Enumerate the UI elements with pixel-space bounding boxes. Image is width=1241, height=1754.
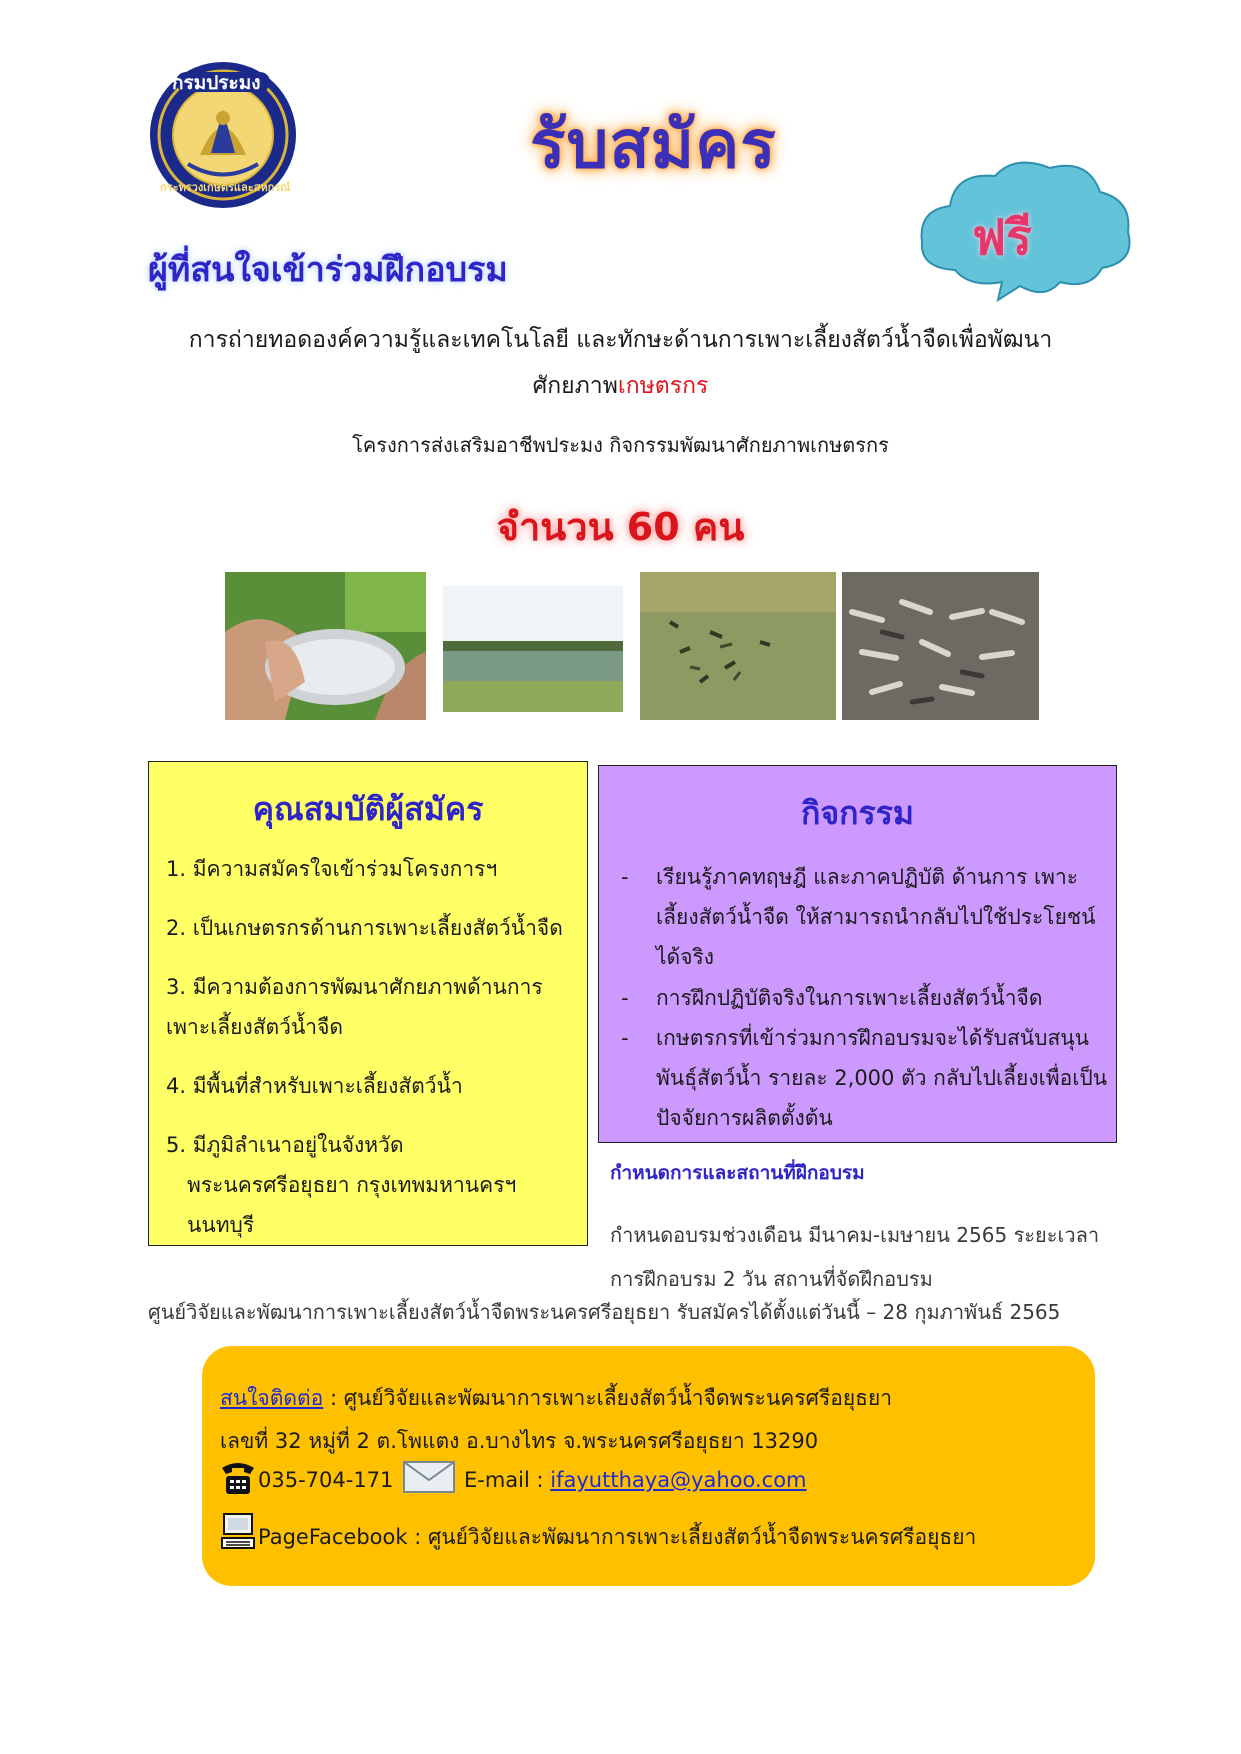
description-prefix: ศักยภาพ xyxy=(532,373,618,399)
qualification-item: 3. มีความต้องการพัฒนาศักยภาพด้านการ xyxy=(166,975,543,999)
email-label: E-mail : xyxy=(464,1468,551,1492)
activity-bullet: - xyxy=(621,865,629,889)
schedule-title: กำหนดการและสถานที่ฝึกอบรม xyxy=(610,1162,865,1184)
qualifications-box xyxy=(148,761,588,1246)
qualification-item: นนทบุรี xyxy=(187,1213,255,1237)
photo-fingerlings xyxy=(640,572,836,720)
contact-label-link[interactable]: สนใจติดต่อ xyxy=(220,1386,324,1410)
contact-box xyxy=(202,1346,1095,1586)
photo-catfish xyxy=(842,572,1039,720)
description-line2 xyxy=(148,368,1093,404)
participant-count: จำนวน 60 คน xyxy=(496,505,745,549)
photo-fish-in-hands xyxy=(225,572,426,720)
activity-item xyxy=(621,978,1111,1018)
description-line1: การถ่ายทอดองค์ความรู้และเทคโนโลยี และทักษะด้านการเพาะเลี้ยงสัตว์น้ำจืดเพื่อพัฒนา xyxy=(188,327,1053,353)
schedule-body xyxy=(610,1213,1110,1301)
contact-facebook[interactable]: PageFacebook : ศูนย์วิจัยและพัฒนาการเพาะเลี้ยงสัตว์น้ำจืดพระนครศรีอยุธยา xyxy=(258,1525,977,1549)
qualification-item: เพาะเลี้ยงสัตว์น้ำจืด xyxy=(166,1015,344,1039)
photo-fish-pond xyxy=(443,586,623,712)
schedule-line2: การฝึกอบรม 2 วัน สถานที่จัดฝึกอบรม xyxy=(610,1267,933,1291)
free-label: ฟรี xyxy=(972,210,1032,266)
qualification-item: 1. มีความสมัครใจเข้าร่วมโครงการฯ xyxy=(166,857,498,881)
contact-org-line xyxy=(220,1382,892,1415)
logo-bottom-text: กระทรวงเกษตรและสหกรณ์ xyxy=(160,181,291,194)
project-line: โครงการส่งเสริมอาชีพประมง กิจกรรมพัฒนาศักยภาพเกษตรกร xyxy=(352,433,889,457)
activity-text: การฝึกปฏิบัติจริงในการเพาะเลี้ยงสัตว์น้ำจืด xyxy=(656,986,1043,1010)
contact-org: : ศูนย์วิจัยและพัฒนาการเพาะเลี้ยงสัตว์น้ำจืดพระนครศรีอยุธยา xyxy=(323,1386,893,1410)
activity-item xyxy=(621,857,1111,977)
telephone-icon xyxy=(220,1458,256,1496)
qualification-item: พระนครศรีอยุธยา กรุงเทพมหานครฯ xyxy=(187,1173,517,1197)
qualification-item: 2. เป็นเกษตรกรด้านการเพาะเลี้ยงสัตว์น้ำจืด xyxy=(166,916,563,940)
qualification-item: 4. มีพื้นที่สำหรับเพาะเลี้ยงสัตว์น้ำ xyxy=(166,1074,463,1098)
qualification-item: 5. มีภูมิลำเนาอยู่ในจังหวัด xyxy=(166,1133,404,1157)
description-highlight: เกษตรกร xyxy=(617,373,709,399)
email-link[interactable]: ifayutthaya@yahoo.com xyxy=(550,1468,807,1492)
subtitle: ผู้ที่สนใจเข้าร่วมฝึกอบรม xyxy=(148,250,508,290)
qualifications-title: คุณสมบัติผู้สมัคร xyxy=(252,790,484,828)
logo-top-text: กรมประมง xyxy=(172,72,261,94)
activity-item xyxy=(621,1018,1111,1138)
activities-box xyxy=(598,765,1117,1143)
schedule-line3: ศูนย์วิจัยและพัฒนาการเพาะเลี้ยงสัตว์น้ำจืดพระนครศรีอยุธยา รับสมัครได้ตั้งแต่วันนี้ – 28 กุมภาพันธ์ 2565 xyxy=(148,1300,1061,1324)
headline: รับสมัคร xyxy=(530,106,777,183)
schedule-line1: กำหนดอบรมช่วงเดือน มีนาคม-เมษายน 2565 ระยะเวลา xyxy=(610,1223,1100,1247)
mail-icon xyxy=(402,1458,456,1496)
activity-text: เรียนรู้ภาคทฤษฎี และภาคปฏิบัติ ด้านการ เพาะเลี้ยงสัตว์น้ำจืด ให้สามารถนำกลับไปใช้ประโยชน์ได้จริง xyxy=(656,865,1096,969)
contact-email-line xyxy=(464,1468,807,1492)
activity-bullet: - xyxy=(621,1026,629,1050)
computer-icon xyxy=(220,1512,256,1552)
activities-title: กิจกรรม xyxy=(801,794,914,832)
activity-bullet: - xyxy=(621,986,629,1010)
activity-text: เกษตรกรที่เข้าร่วมการฝึกอบรมจะได้รับสนับสนุน พันธุ์สัตว์น้ำ รายละ 2,000 ตัว กลับไปเลี้ยงเพื่อเป็นปัจจัยการผลิตตั้งต้น xyxy=(656,1026,1108,1130)
contact-phone: 035-704-171 xyxy=(258,1468,394,1492)
contact-address: เลขที่ 32 หมู่ที่ 2 ต.โพแตง อ.บางไทร จ.พระนครศรีอยุธยา 13290 xyxy=(220,1429,819,1453)
